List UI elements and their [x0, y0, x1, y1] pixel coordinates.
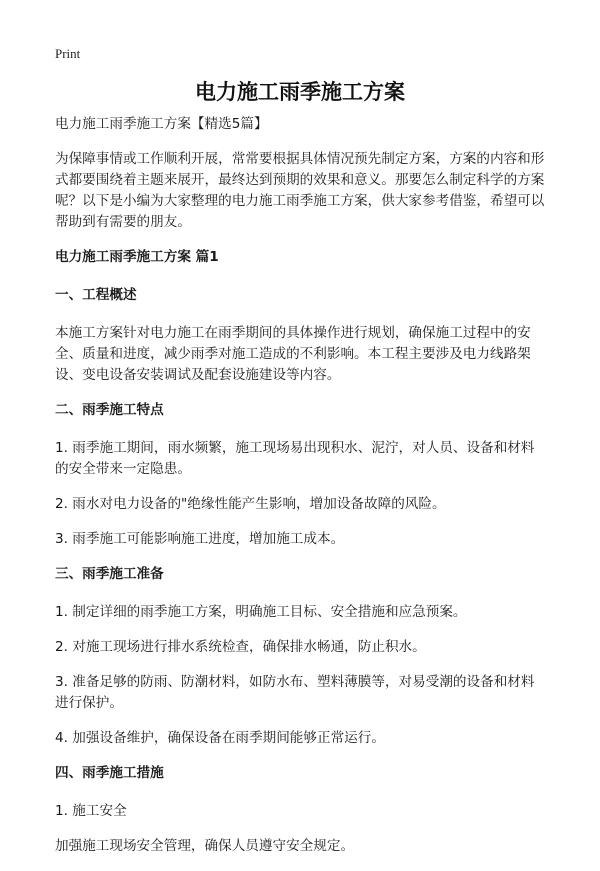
- list-item: 1. 制定详细的雨季施工方案，明确施工目标、安全措施和应急预案。: [55, 604, 467, 620]
- section-heading-features: 二、雨季施工特点: [55, 402, 164, 418]
- list-item: 2. 雨水对电力设备的"绝缘性能产生影响，增加设备故障的风险。: [55, 496, 446, 512]
- list-item: 3. 雨季施工可能影响施工进度，增加施工成本。: [55, 531, 345, 547]
- list-item: 2. 对施工现场进行排水系统检查，确保排水畅通，防止积水。: [55, 639, 426, 655]
- intro-paragraph: 为保障事情或工作顺利开展，常常要根据具体情况预先制定方案，方案的内容和形式都要围绕着主题来展开，最终达到预期的效果和意义。那要怎么制定科学的方案呢？以下是小编为大家整理的电力施工雨季施工方案，供大家参考借鉴，希望可以帮助到有需要的朋友。: [55, 151, 545, 230]
- section-heading-measures: 四、雨季施工措施: [55, 765, 164, 781]
- list-item: 3. 准备足够的防雨、防潮材料，如防水布、塑料薄膜等，对易受潮的设备和材料进行保护。: [55, 674, 535, 711]
- list-item: 1. 雨季施工期间，雨水频繁，施工现场易出现积水、泥泞，对人员、设备和材料的安全带来一定隐患。: [55, 440, 535, 477]
- section-paragraph: 加强施工现场安全管理，确保人员遵守安全规定。: [55, 838, 355, 854]
- list-item: 4. 加强设备维护，确保设备在雨季期间能够正常运行。: [55, 730, 385, 746]
- section-heading-preparation: 三、雨季施工准备: [55, 566, 164, 582]
- chapter-heading: 电力施工雨季施工方案 篇1: [55, 249, 219, 265]
- document-subtitle: 电力施工雨季施工方案【精选5篇】: [55, 116, 268, 132]
- document-body: [55, 114, 545, 871]
- list-item: 1. 施工安全: [55, 803, 127, 819]
- section-paragraph: 本施工方案针对电力施工在雨季期间的具体操作进行规划，确保施工过程中的安全、质量和进度，减少雨季对施工造成的不利影响。本工程主要涉及电力线路架设、变电设备安装调试及配套设施建设等内容。: [55, 325, 531, 383]
- page-title: 电力施工雨季施工方案: [195, 80, 405, 104]
- section-heading-overview: 一、工程概述: [55, 287, 137, 303]
- print-label: Print: [55, 46, 81, 61]
